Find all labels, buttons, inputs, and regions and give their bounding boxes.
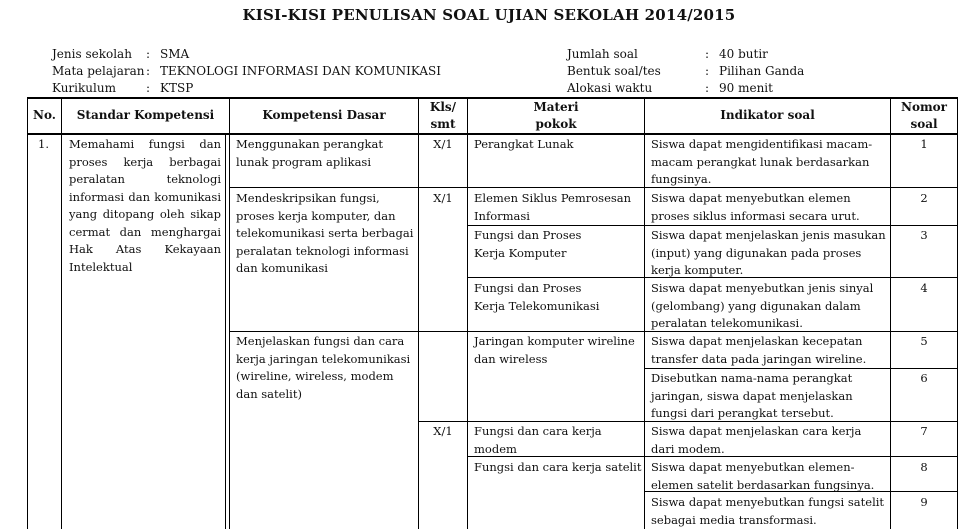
row-line bbox=[644, 368, 958, 369]
nomor-soal-4: 4 bbox=[920, 281, 928, 295]
materi-pokok-3: Fungsi dan Proses Kerja Komputer bbox=[474, 228, 582, 260]
row-line bbox=[644, 225, 958, 226]
header-kompetensi-dasar: Kompetensi Dasar bbox=[262, 108, 386, 122]
document-title: KISI-KISI PENULISAN SOAL UJIAN SEKOLAH 2014/2015 bbox=[242, 6, 736, 24]
header-indikator-soal: Indikator soal bbox=[720, 108, 815, 122]
meta-label: Kurikulum bbox=[52, 81, 116, 95]
col-line bbox=[957, 97, 958, 529]
meta-label: Jenis sekolah bbox=[52, 47, 132, 61]
header-pokok-line: pokok bbox=[535, 117, 577, 131]
nomor-soal-7: 7 bbox=[920, 424, 928, 438]
nomor-soal-6: 6 bbox=[920, 371, 928, 385]
header-smt-line: smt bbox=[430, 117, 456, 131]
kompetensi-dasar-2: Mendeskripsikan fungsi, proses kerja komputer, dan telekomunikasi serta berbagai peralatan teknologi informasi dan komunikasi bbox=[236, 191, 414, 275]
meta-label: Mata pelajaran bbox=[52, 64, 145, 78]
meta-row: Jenis sekolah : SMA bbox=[52, 47, 190, 61]
standar-kompetensi-text: Memahami fungsi dan proses kerja berbagai peralatan teknologi informasi dan komunikasi yang ditopang oleh sikap cermat dan menghargai Hak Atas Kekayaan Intelektual bbox=[69, 137, 221, 274]
indikator-6: Disebutkan nama-nama perangkat jaringan, siswa dapat menjelaskan fungsi dari perangkat tersebut. bbox=[651, 371, 853, 420]
meta-value: TEKNOLOGI INFORMASI DAN KOMUNIKASI bbox=[160, 64, 442, 78]
materi-pokok-4: Fungsi dan Proses Kerja Telekomunikasi bbox=[474, 281, 600, 313]
nomor-soal-5: 5 bbox=[920, 334, 928, 348]
meta-label: Bentuk soal/tes bbox=[567, 64, 661, 78]
meta-value: KTSP bbox=[160, 81, 194, 95]
col-line bbox=[644, 97, 645, 529]
header-kls-line: Kls/ bbox=[429, 100, 457, 114]
header-soal-line: soal bbox=[910, 117, 938, 131]
col-line bbox=[418, 97, 419, 529]
indikator-7: Siswa dapat menjelaskan cara kerja dari modem. bbox=[651, 424, 862, 456]
indikator-9: Siswa dapat menyebutkan fungsi satelit sebagai media transformasi. bbox=[651, 495, 885, 527]
header-kls-smt bbox=[419, 99, 467, 133]
col-line bbox=[225, 135, 226, 529]
row-number: 1. bbox=[38, 137, 49, 151]
indikator-3: Siswa dapat menjelaskan jenis masukan (input) yang digunakan pada proses kerja komputer. bbox=[651, 228, 886, 277]
header-no: No. bbox=[33, 108, 56, 122]
col-line bbox=[229, 97, 230, 529]
header-standar-kompetensi: Standar Kompetensi bbox=[76, 108, 215, 122]
materi-pokok-5: Jaringan komputer wireline dan wireless bbox=[474, 334, 635, 366]
meta-row: Bentuk soal/tes : Pilihan Ganda bbox=[567, 64, 805, 78]
meta-row: Mata pelajaran : TEKNOLOGI INFORMASI DAN KOMUNIKASI bbox=[52, 64, 442, 78]
row-line bbox=[467, 421, 645, 422]
nomor-soal-9: 9 bbox=[920, 495, 928, 509]
materi-pokok-2: Elemen Siklus Pemrosesan Informasi bbox=[474, 191, 632, 223]
meta-value: Pilihan Ganda bbox=[719, 64, 805, 78]
meta-label: Jumlah soal bbox=[567, 47, 638, 61]
indikator-5: Siswa dapat menjelaskan kecepatan transfer data pada jaringan wireline. bbox=[651, 334, 867, 366]
kompetensi-dasar-3: Menjelaskan fungsi dan cara kerja jaringan telekomunikasi (wireline, wireless, modem dan satelit) bbox=[236, 334, 411, 401]
meta-row: Jumlah soal : 40 butir bbox=[567, 47, 768, 61]
kompetensi-dasar-1: Menggunakan perangkat lunak program aplikasi bbox=[236, 137, 384, 169]
nomor-soal-2: 2 bbox=[920, 191, 928, 205]
indikator-8: Siswa dapat menyebutkan elemen-elemen satelit berdasarkan fungsinya. bbox=[651, 460, 875, 492]
meta-value: 40 butir bbox=[719, 47, 768, 61]
header-nomor-line: Nomor bbox=[901, 100, 947, 114]
materi-pokok-1: Perangkat Lunak bbox=[474, 137, 574, 151]
col-line bbox=[27, 97, 28, 529]
indikator-2: Siswa dapat menyebutkan elemen proses siklus informasi secara urut. bbox=[651, 191, 860, 223]
row-line bbox=[467, 331, 645, 332]
nomor-soal-1: 1 bbox=[920, 137, 928, 151]
indikator-1: Siswa dapat mengidentifikasi macam-macam perangkat lunak berdasarkan fungsinya. bbox=[651, 137, 873, 186]
indikator-4: Siswa dapat menyebutkan jenis sinyal (gelombang) yang digunakan dalam peralatan telekomunikasi. bbox=[651, 281, 874, 330]
meta-value: 90 menit bbox=[719, 81, 773, 95]
kls-smt-1: X/1 bbox=[433, 137, 453, 151]
row-line bbox=[229, 187, 468, 188]
header-nomor-soal bbox=[891, 99, 957, 133]
materi-pokok-6: Fungsi dan cara kerja modem bbox=[474, 424, 602, 456]
row-line bbox=[229, 331, 419, 332]
kls-smt-3: X/1 bbox=[433, 424, 453, 438]
kls-smt-2: X/1 bbox=[433, 191, 453, 205]
header-materi-line: Materi bbox=[533, 100, 579, 114]
meta-row: Kurikulum : KTSP bbox=[52, 81, 194, 95]
row-line bbox=[418, 421, 468, 422]
col-line bbox=[467, 97, 468, 529]
table-header-bottom bbox=[27, 133, 958, 135]
nomor-soal-8: 8 bbox=[920, 460, 928, 474]
col-line bbox=[61, 97, 62, 529]
meta-value: SMA bbox=[160, 47, 190, 61]
materi-pokok-7: Fungsi dan cara kerja satelit bbox=[474, 460, 642, 474]
row-line bbox=[467, 277, 645, 278]
row-line bbox=[418, 331, 468, 332]
row-line bbox=[467, 225, 645, 226]
meta-row: Alokasi waktu : 90 menit bbox=[567, 81, 773, 95]
row-line bbox=[467, 187, 645, 188]
header-materi-pokok bbox=[468, 99, 644, 133]
meta-label: Alokasi waktu bbox=[567, 81, 653, 95]
nomor-soal-3: 3 bbox=[920, 228, 928, 242]
